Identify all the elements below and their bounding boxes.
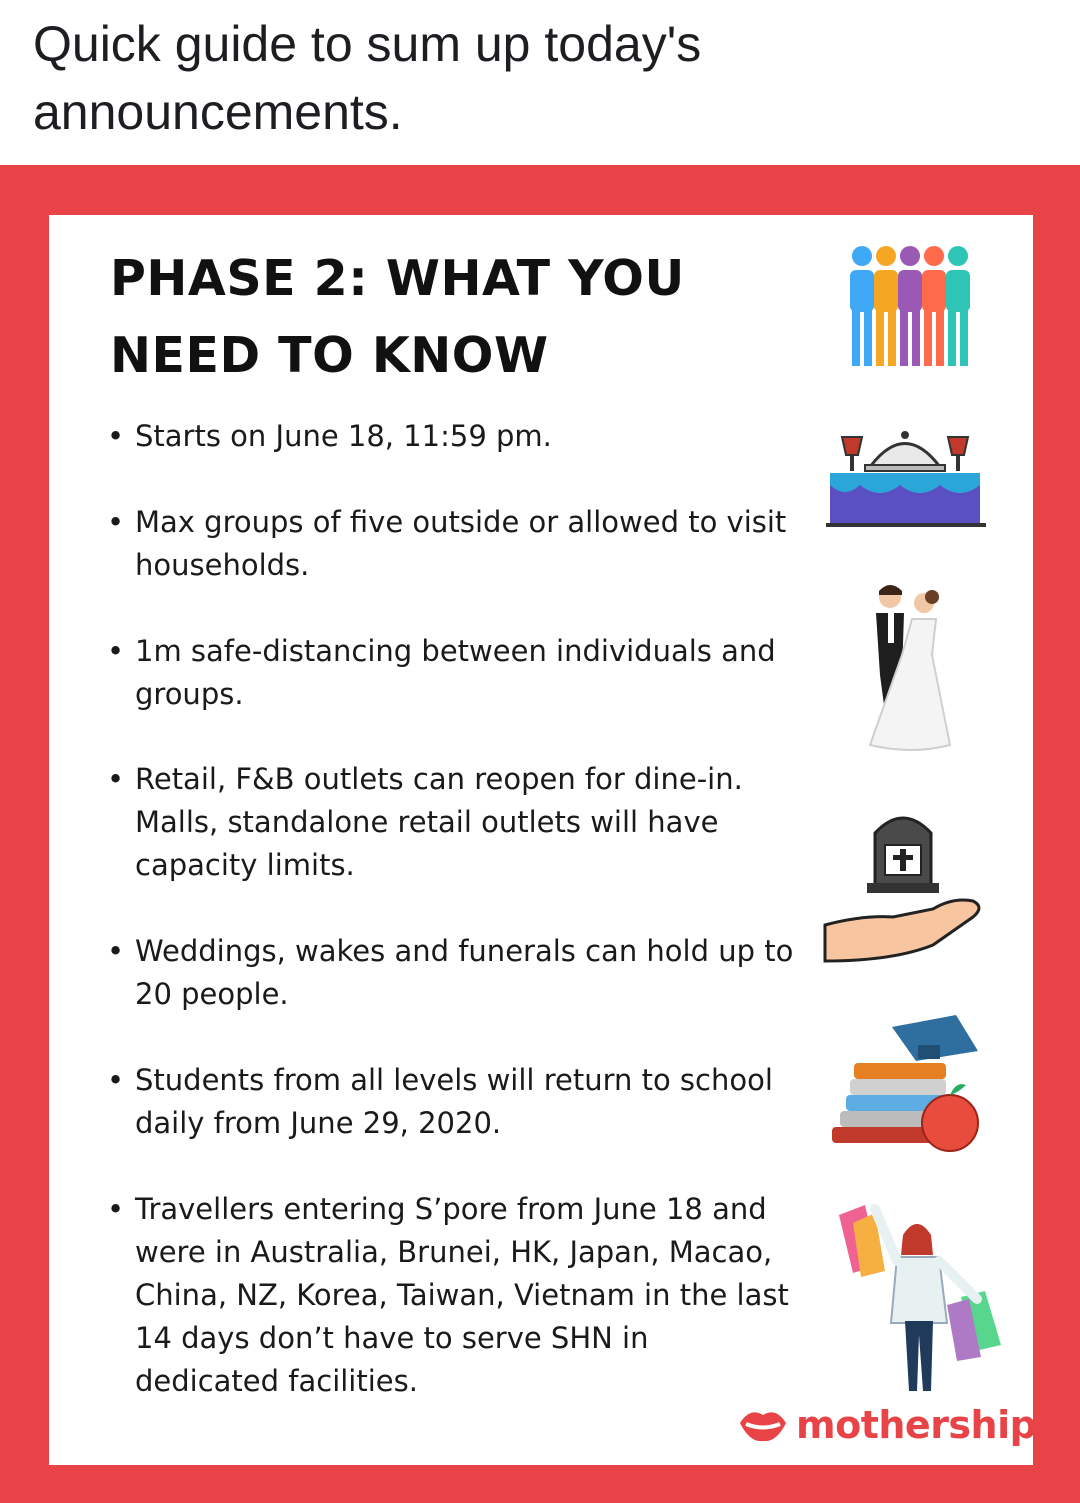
infographic-title bbox=[110, 240, 750, 394]
post-caption: Quick guide to sum up today's announcements. bbox=[33, 16, 702, 140]
bullet-text: 1m safe-distancing between individuals and groups. bbox=[135, 634, 776, 711]
tombstone-in-hand-icon bbox=[823, 805, 983, 965]
bullet-dot: • bbox=[107, 1192, 125, 1226]
bullet-dot: • bbox=[107, 762, 125, 796]
mothership-logo bbox=[738, 1400, 1036, 1450]
bullet-text: Retail, F&B outlets can reopen for dine-in. Malls, standalone retail outlets will have capacity limits. bbox=[135, 762, 743, 882]
title-line-1: PHASE 2: WHAT YOU bbox=[110, 250, 685, 307]
bullet-item bbox=[107, 758, 795, 887]
bullet-text: Max groups of five outside or allowed to visit households. bbox=[135, 505, 787, 582]
bullet-text: Starts on June 18, 11:59 pm. bbox=[135, 419, 552, 453]
title-line-2: NEED TO KNOW bbox=[110, 327, 549, 384]
bullet-dot: • bbox=[107, 419, 125, 453]
bullet-text: Students from all levels will return to school daily from June 29, 2020. bbox=[135, 1063, 773, 1140]
bullet-item bbox=[107, 630, 795, 716]
woman-shopping-icon bbox=[835, 1195, 1005, 1400]
wedding-couple-icon bbox=[862, 585, 952, 757]
bullet-item bbox=[107, 415, 795, 458]
bullet-dot: • bbox=[107, 1063, 125, 1097]
bullet-dot: • bbox=[107, 634, 125, 668]
dining-table-icon bbox=[820, 415, 990, 530]
bullet-item bbox=[107, 1059, 795, 1145]
bullet-dot: • bbox=[107, 934, 125, 968]
mothership-lips-logo-icon bbox=[738, 1405, 788, 1445]
bullet-item bbox=[107, 930, 795, 1016]
bullet-item bbox=[107, 501, 795, 587]
bullet-text: Weddings, wakes and funerals can hold up to 20 people. bbox=[135, 934, 794, 1011]
bullet-item bbox=[107, 1188, 795, 1403]
bullet-text: Travellers entering S’pore from June 18 and were in Australia, Brunei, HK, Japan, Macao, China, NZ, Korea, Taiwan, Vietnam in the last 14 days don’t have to serve SHN in dedicated facilities. bbox=[135, 1192, 789, 1398]
books-and-apple-icon bbox=[826, 1015, 984, 1155]
group-of-people-icon bbox=[846, 244, 982, 368]
brand-name: mothership bbox=[796, 1403, 1037, 1447]
bullet-dot: • bbox=[107, 505, 125, 539]
